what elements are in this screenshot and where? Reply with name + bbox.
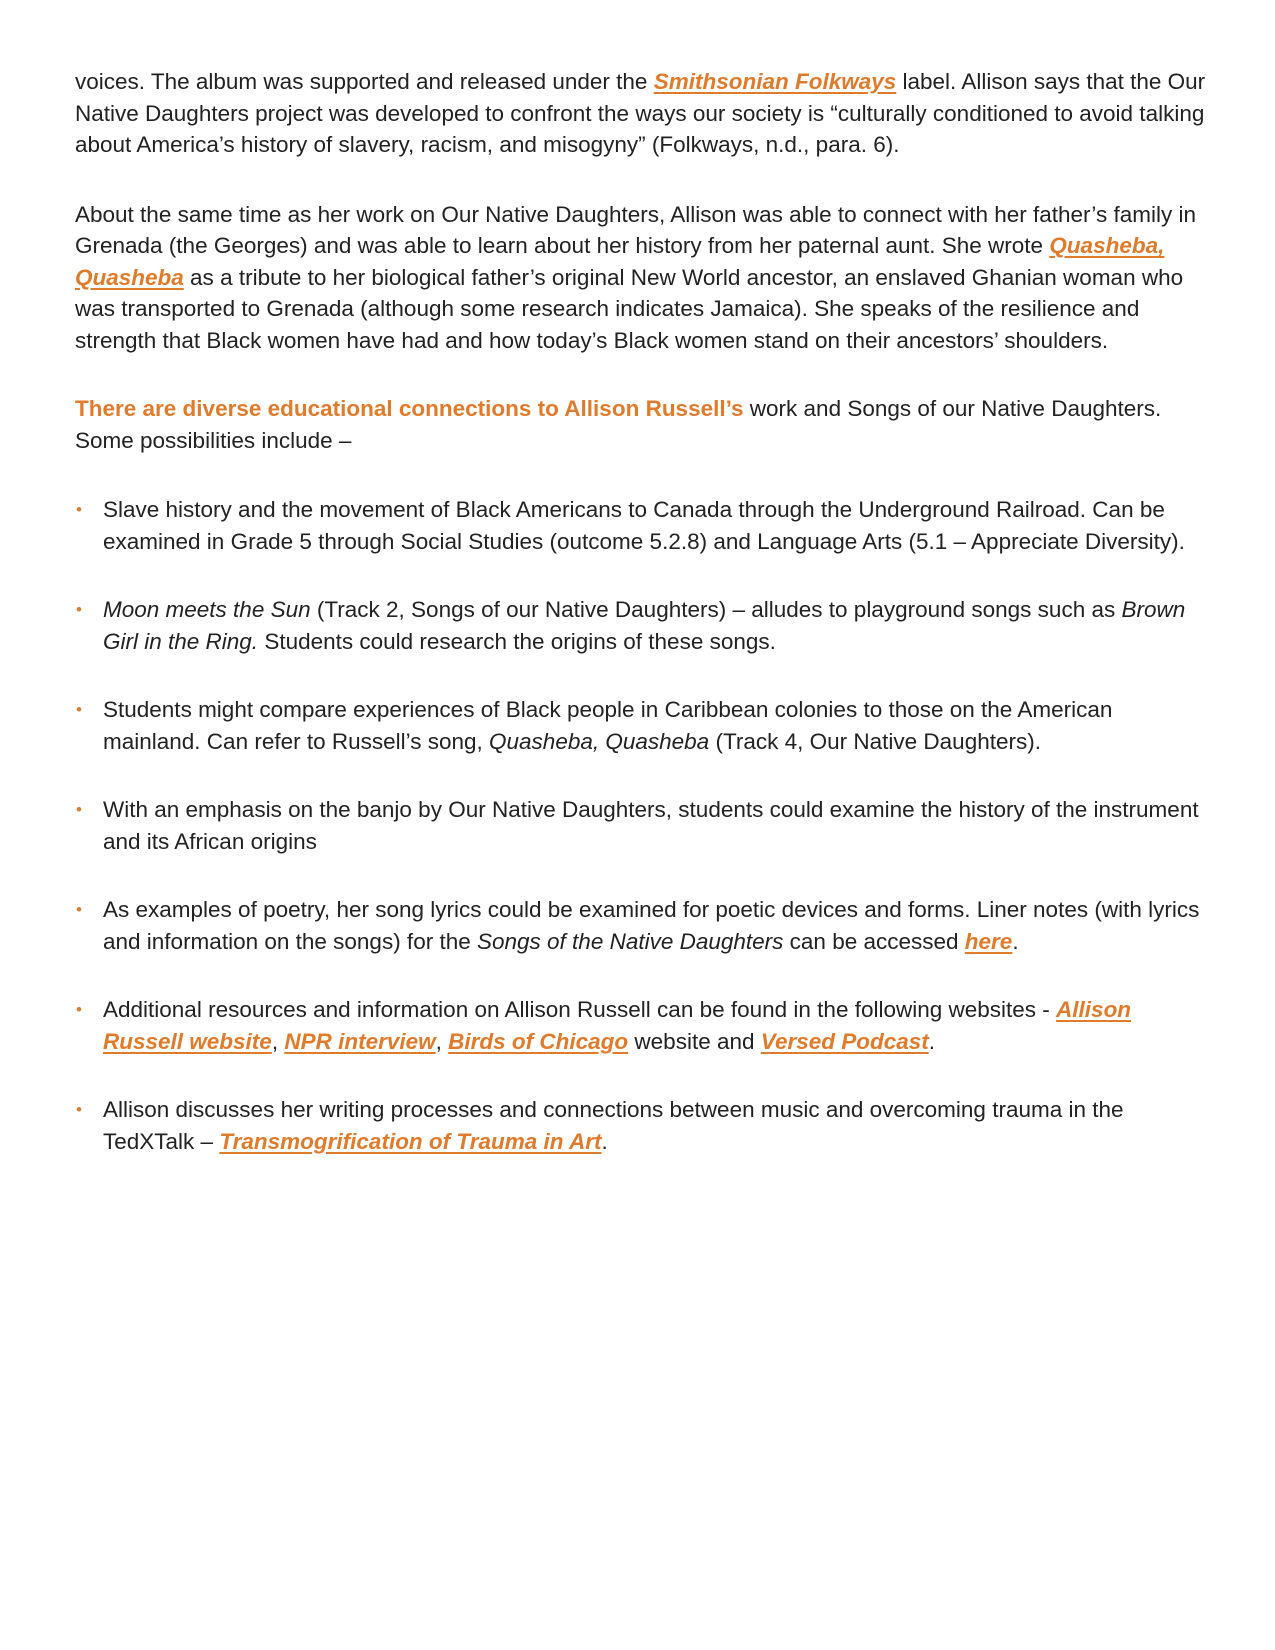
paragraph-grenada: About the same time as her work on Our Native Daughters, Allison was able to connect with her father’s family in Grenada (the Georges) and was able to learn about her history from her paternal aunt. She wrote Quasheba, Quasheba as a tribute to her biological father’s original New World ancestor, an enslaved Ghanian woman who was transported to Grenada (although some research indicates Jamaica). She speaks of the resilience and strength that Black women have had and how today’s Black women stand on their ancestors’ shoulders. <box>75 201 1196 353</box>
list-item: • Slave history and the movement of Black Americans to Canada through the Underground Railroad. Can be examined in Grade 5 through Social Studies (outcome 5.2.8) and Language Arts (5.1 – Appreciate Diversity). <box>75 494 1210 557</box>
bullet-icon: • <box>76 1100 82 1119</box>
bullet-icon: • <box>76 700 82 719</box>
connections-list <box>75 494 1210 1157</box>
bullet-icon: • <box>76 800 82 819</box>
versed-podcast-link[interactable]: Versed Podcast <box>760 1028 929 1054</box>
list-item: • Additional resources and information on Allison Russell can be found in the following websites - Allison Russell website, NPR interview, Birds of Chicago website and Versed Podcast. <box>75 994 1210 1057</box>
birds-of-chicago-link[interactable]: Birds of Chicago <box>448 1028 629 1054</box>
bullet-icon: • <box>76 500 82 519</box>
list-item: • Moon meets the Sun (Track 2, Songs of our Native Daughters) – alludes to playground songs such as Brown Girl in the Ring. Students could research the origins of these songs. <box>75 594 1210 657</box>
list-item: • With an emphasis on the banjo by Our Native Daughters, students could examine the history of the instrument and its African origins <box>75 794 1210 857</box>
paragraph-album: voices. The album was supported and released under the Smithsonian Folkways label. Allison says that the Our Native Daughters project was developed to confront the ways our society is “culturally conditioned to avoid talking about America’s history of slavery, racism, and misogyny” (Folkways, n.d., para. 6). <box>75 69 1206 157</box>
npr-interview-link[interactable]: NPR interview <box>284 1028 436 1054</box>
bullet-icon: • <box>76 1000 82 1019</box>
quasheba-link[interactable]: Quasheba, Quasheba <box>75 233 1165 290</box>
bullet-icon: • <box>76 900 82 919</box>
list-item: • Students might compare experiences of Black people in Caribbean colonies to those on the American mainland. Can refer to Russell’s song, Quasheba, Quasheba (Track 4, Our Native Daughters). <box>75 694 1210 757</box>
list-item: • Allison discusses her writing processes and connections between music and overcoming trauma in the TedXTalk – Transmogrification of Trauma in Art. <box>75 1094 1210 1157</box>
smithsonian-folkways-link[interactable]: Smithsonian Folkways <box>653 69 897 94</box>
tedx-talk-link[interactable]: Transmogrification of Trauma in Art <box>219 1128 602 1154</box>
document-page <box>75 66 1210 1157</box>
bullet-icon: • <box>76 600 82 619</box>
paragraph-connections: There are diverse educational connections to Allison Russell’s work and Songs of our Native Daughters. Some possibilities include – <box>75 396 1162 453</box>
list-item: • As examples of poetry, her song lyrics could be examined for poetic devices and forms. Liner notes (with lyrics and information on the songs) for the Songs of the Native Daughters can be accessed here. <box>75 894 1210 957</box>
liner-notes-here-link[interactable]: here <box>964 928 1013 954</box>
highlighted-heading-text: There are diverse educational connections to Allison Russell’s <box>75 396 744 421</box>
allison-russell-website-link[interactable]: Allison Russell website <box>103 997 1132 1054</box>
